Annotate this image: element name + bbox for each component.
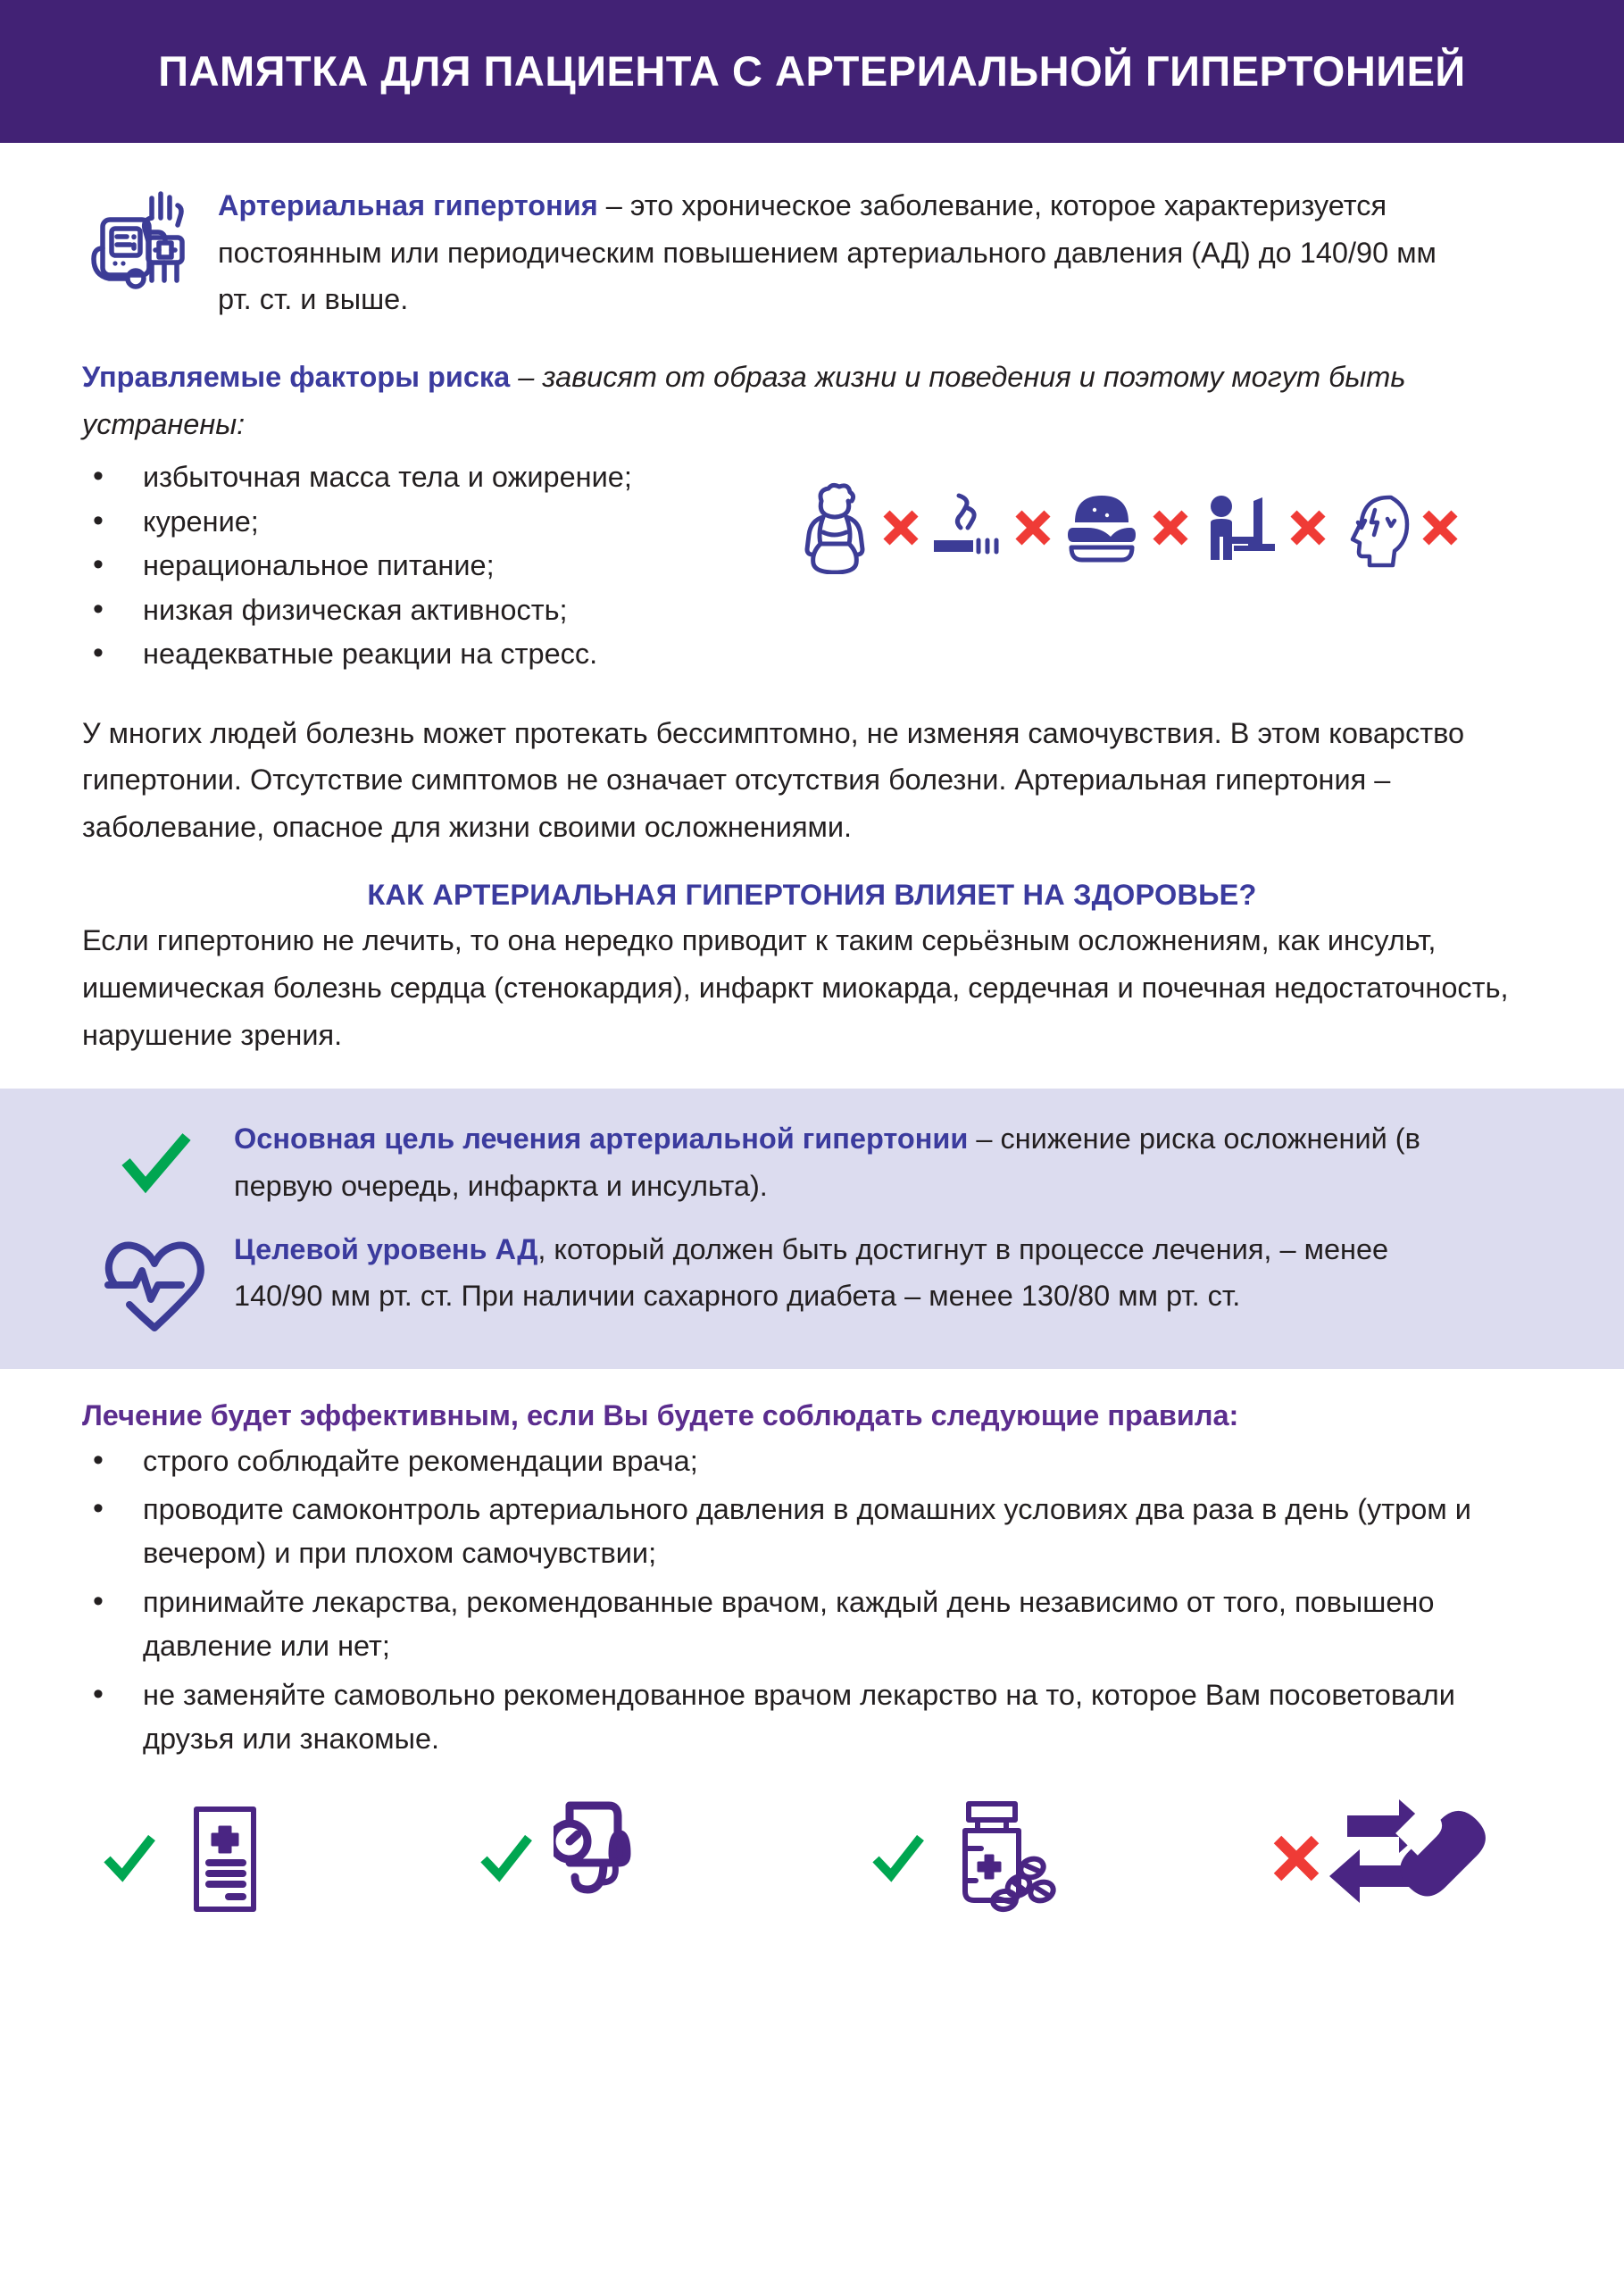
swap-pills-icon <box>1329 1796 1526 1921</box>
list-item: • курение; <box>82 501 796 542</box>
list-item: • проводите самоконтроль артериального давления в домашних условиях два раза в день (утром и вечером) и при плохом самочувствии; <box>82 1488 1542 1576</box>
health-impact-heading: КАК АРТЕРИАЛЬНАЯ ГИПЕРТОНИЯ ВЛИЯЕТ НА ЗДОРОВЬЕ? <box>367 879 1257 912</box>
list-item: • избыточная масса тела и ожирение; <box>82 456 796 497</box>
check-icon <box>475 1827 537 1890</box>
rules-list <box>82 1439 1542 1762</box>
asymptomatic-paragraph: У многих людей болезнь может протекать бессимптомно, не изменяя самочувствия. В этом коварство гипертонии. Отсутствие симптомов не означает отсутствия болезни. Артериальная гипертония – заболевание, опасное для жизни своими осложнениями. <box>82 716 1465 843</box>
pill-bottle-icon <box>945 1798 1067 1918</box>
callout-target-term: Целевой уровень АД <box>234 1232 538 1265</box>
risk-factors-lead <box>82 323 1542 447</box>
cigarette-icon <box>929 481 1005 574</box>
burger-icon <box>1061 481 1143 574</box>
bottom-icon-strip <box>0 1765 1624 1957</box>
risk-factors-list <box>82 456 796 677</box>
heart-pulse-icon <box>82 1226 227 1339</box>
cross-icon <box>1005 507 1061 548</box>
page-title: ПАМЯТКА ДЛЯ ПАЦИЕНТА С АРТЕРИАЛЬНОЙ ГИПЕРТОНИЕЙ <box>158 47 1466 96</box>
treatment-goal-callout <box>0 1089 1624 1368</box>
cross-icon <box>873 507 929 548</box>
list-item: • принимайте лекарства, рекомендованные врачом, каждый день независимо от того, повышено давление или нет; <box>82 1581 1542 1669</box>
blood-pressure-monitor-icon <box>82 180 198 293</box>
health-impact-paragraph: Если гипертонию не лечить, то она нередко приводит к таким серьёзным осложнениям, как инсульт, ишемическая болезнь сердца (стенокардия), инфаркт миокарда, сердечная и почечная недостаточность, нарушение зрения. <box>82 924 1509 1051</box>
header-band <box>0 0 1624 143</box>
blood-pressure-cuff-icon <box>554 1798 664 1918</box>
overweight-person-icon <box>796 481 873 574</box>
callout-goal-text <box>227 1115 1448 1209</box>
callout-goal-rest: – снижение риска осложнений (в первую очередь, инфаркта и инсульта). <box>234 1122 1420 1203</box>
rules-heading: Лечение будет эффективным, если Вы будете соблюдать следующие правила: <box>82 1398 1239 1431</box>
desk-worker-icon <box>1198 481 1280 574</box>
callout-goal-row <box>82 1115 1542 1209</box>
rules-section <box>0 1369 1624 1762</box>
bottom-icon-prescription <box>98 1802 273 1915</box>
callout-target-text <box>227 1226 1448 1320</box>
risk-factors-section <box>82 447 1542 677</box>
intro-definition: – это хроническое заболевание, которое характеризуется постоянным или периодическим повышением артериального давления (АД) до 140/90 мм рт. ст. и выше. <box>218 189 1437 316</box>
stressed-head-icon <box>1336 481 1412 574</box>
list-item: • низкая физическая активность; <box>82 589 796 630</box>
bottom-icon-swap-pills <box>1269 1796 1526 1921</box>
check-icon <box>867 1827 929 1890</box>
list-item: • неадекватные реакции на стресс. <box>82 633 796 674</box>
intro-text <box>198 180 1468 323</box>
prescription-document-icon <box>177 1802 273 1915</box>
cross-icon <box>1412 507 1468 548</box>
callout-target-row <box>82 1226 1542 1339</box>
cross-icon <box>1269 1831 1324 1886</box>
cross-icon <box>1143 507 1198 548</box>
list-item: • строго соблюдайте рекомендации врача; <box>82 1439 1542 1483</box>
page-body <box>0 143 1624 1058</box>
bottom-icon-pill-bottle <box>867 1798 1067 1918</box>
risk-factors-term: Управляемые факторы риска <box>82 360 511 393</box>
callout-target-rest: , который должен быть достигнут в процессе лечения, – менее 140/90 мм рт. ст. При наличии сахарного диабета – менее 130/80 мм рт. ст. <box>234 1232 1389 1313</box>
risk-factors-lead-rest: – зависят от образа жизни и поведения и поэтому могут быть устранены: <box>82 360 1406 440</box>
intro-term: Артериальная гипертония <box>218 189 598 221</box>
risk-factor-icon-strip <box>796 456 1542 574</box>
check-icon <box>98 1827 161 1890</box>
intro-section <box>82 143 1542 323</box>
check-icon <box>82 1115 227 1205</box>
cross-icon <box>1280 507 1336 548</box>
callout-goal-term: Основная цель лечения артериальной гипертонии <box>234 1122 969 1156</box>
list-item: • не заменяйте самовольно рекомендованное врачом лекарство на то, которое Вам посоветовали друзья или знакомые. <box>82 1673 1542 1762</box>
bottom-icon-bp-cuff <box>475 1798 664 1918</box>
list-item: • нерациональное питание; <box>82 545 796 586</box>
